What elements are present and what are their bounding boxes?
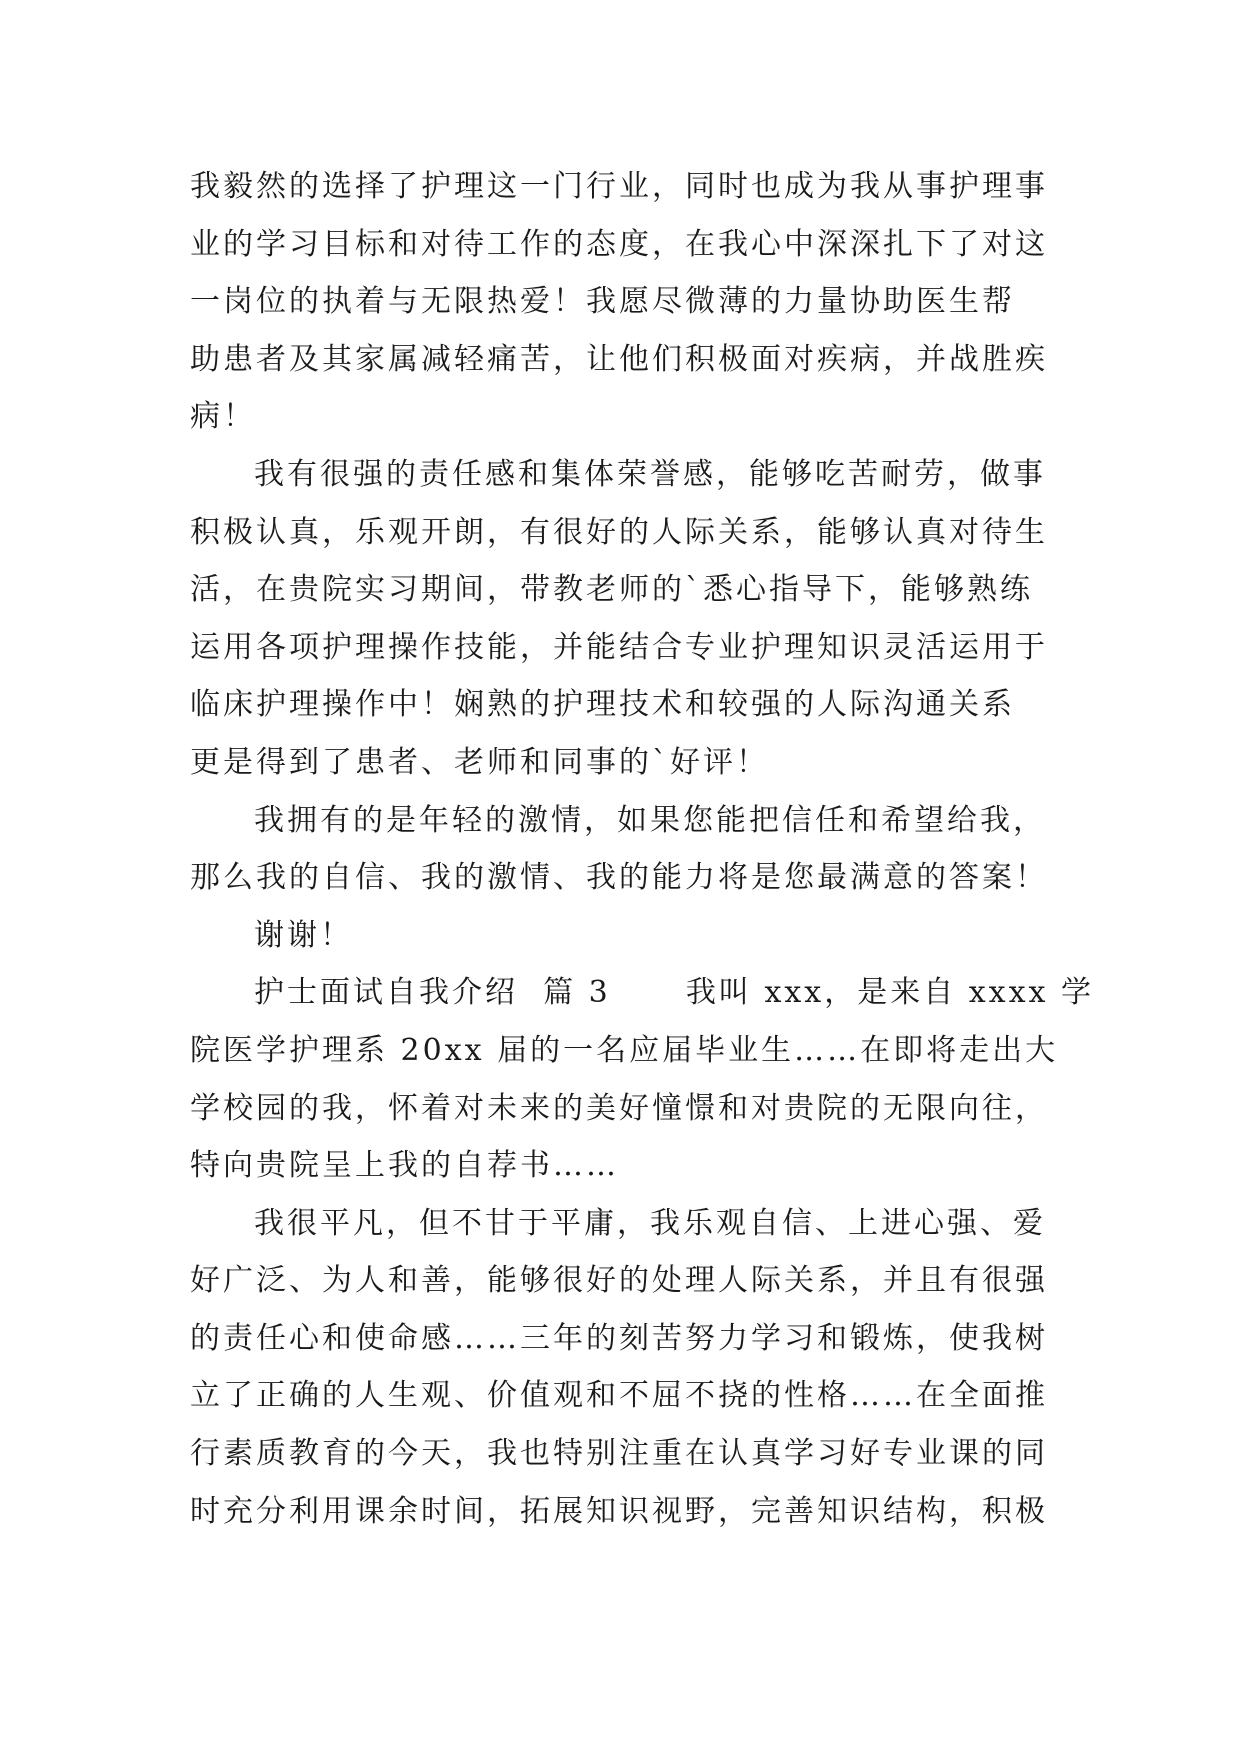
- paragraph-line: 病！: [190, 399, 256, 435]
- paragraph-line: 我有很强的责任感和集体荣誉感，能够吃苦耐劳，做事: [254, 456, 1046, 492]
- paragraph-line: 的责任心和使命感……三年的刻苦努力学习和锻炼，使我树: [190, 1320, 1048, 1356]
- paragraph-line: 那么我的自信、我的激情、我的能力将是您最满意的答案！: [190, 860, 1048, 896]
- paragraph-line: 我毅然的选择了护理这一门行业，同时也成为我从事护理事: [190, 169, 1048, 204]
- paragraph-line: 助患者及其家属减轻痛苦，让他们积极面对疾病，并战胜疾: [190, 341, 1048, 377]
- paragraph-line: 院医学护理系 20xx 届的一名应届毕业生……在即将走出大: [190, 1032, 1059, 1068]
- paragraph-line: 好广泛、为人和善，能够很好的处理人际关系，并且有很强: [190, 1263, 1048, 1299]
- paragraph-line: 特向贵院呈上我的自荐书……: [190, 1148, 619, 1184]
- paragraph-line: 时充分利用课余时间，拓展知识视野，完善知识结构，积极: [190, 1493, 1048, 1529]
- paragraph-line: 一岗位的执着与无限热爱！我愿尽微薄的力量协助医生帮: [190, 284, 1015, 320]
- section-heading-line: 护士面试自我介绍 篇 3 我叫 xxx，是来自 xxxx 学: [254, 975, 1094, 1011]
- paragraph-line: 临床护理操作中！娴熟的护理技术和较强的人际沟通关系: [190, 687, 1015, 723]
- paragraph-line: 积极认真，乐观开朗，有很好的人际关系，能够认真对待生: [190, 514, 1048, 550]
- paragraph-line: 运用各项护理操作技能，并能结合专业护理知识灵活运用于: [190, 629, 1048, 665]
- paragraph-line: 谢谢！: [254, 917, 353, 953]
- paragraph-line: 立了正确的人生观、价值观和不屈不挠的性格……在全面推: [190, 1378, 1048, 1414]
- paragraph-line: 行素质教育的今天，我也特别注重在认真学习好专业课的同: [190, 1436, 1048, 1472]
- paragraph-line: 活，在贵院实习期间，带教老师的`悉心指导下，能够熟练: [190, 572, 1033, 608]
- paragraph-line: 更是得到了患者、老师和同事的`好评！: [190, 744, 769, 780]
- paragraph-line: 我很平凡，但不甘于平庸，我乐观自信、上进心强、爱: [254, 1205, 1046, 1241]
- document-body: [190, 158, 1094, 1540]
- paragraph-line: 业的学习目标和对待工作的态度，在我心中深深扎下了对这: [190, 226, 1048, 262]
- paragraph-line: 我拥有的是年轻的激情，如果您能把信任和希望给我，: [254, 802, 1046, 838]
- paragraph-line: 学校园的我，怀着对未来的美好憧憬和对贵院的无限向往，: [190, 1090, 1048, 1126]
